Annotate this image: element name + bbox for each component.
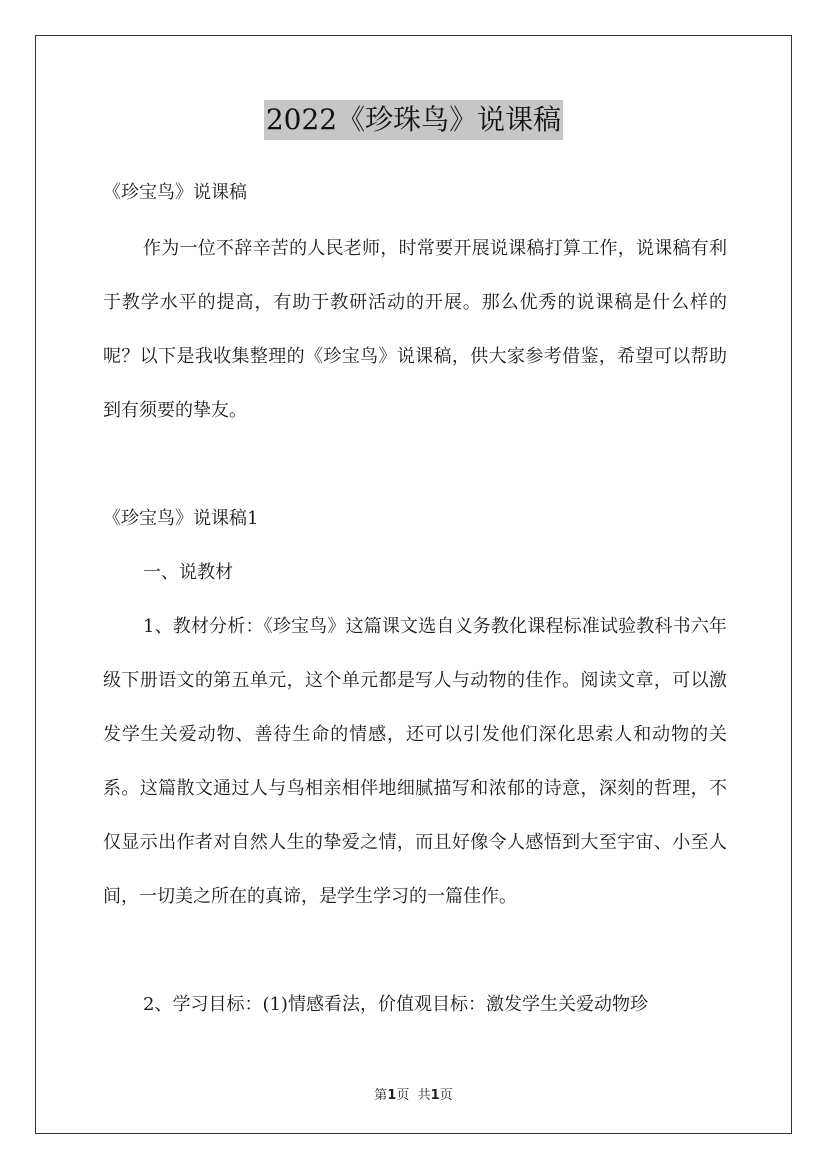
total-pages: 1 [430, 1088, 440, 1103]
sub-heading: 一、说教材 [143, 562, 233, 583]
page-suffix: 页 [396, 1088, 410, 1103]
subtitle: 《珍宝鸟》说课稿 [103, 182, 247, 203]
section-heading: 《珍宝鸟》说课稿1 [103, 508, 259, 529]
page-prefix: 第 [374, 1088, 388, 1103]
paragraph-1: 1、教材分析：《珍宝鸟》这篇课文选自义务教化课程标准试验教科书六年级下册语文的第五单元，这个单元都是写人与动物的佳作。阅读文章，可以激发学生关爱动物、善待生命的情感，还可以引发他们深化思索人和动物的关系。这篇散文通过人与鸟相亲相伴地细腻描写和浓郁的诗意，深刻的哲理，不仅显示出作者对自然人生的挚爱之情，而且好像令人感悟到大至宇宙、小至人间，一切美之所在的真谛，是学生学习的一篇佳作。 [103, 616, 727, 907]
intro-paragraph: 作为一位不辞辛苦的人民老师，时常要开展说课稿打算工作，说课稿有利于教学水平的提高，有助于教研活动的开展。那么优秀的说课稿是什么样的呢？以下是我收集整理的《珍宝鸟》说课稿，供大家参考借鉴，希望可以帮助到有须要的挚友。 [103, 238, 727, 421]
total-suffix: 页 [439, 1088, 453, 1103]
page-number: 1 [387, 1088, 397, 1103]
paragraph-2: 2、学习目标：(1)情感看法，价值观目标：激发学生关爱动物珍 [143, 994, 648, 1015]
page-footer [0, 1084, 827, 1103]
document-title: 2022《珍珠鸟》说课稿 [264, 100, 563, 140]
title-block [0, 100, 827, 140]
total-prefix: 共 [417, 1088, 431, 1103]
